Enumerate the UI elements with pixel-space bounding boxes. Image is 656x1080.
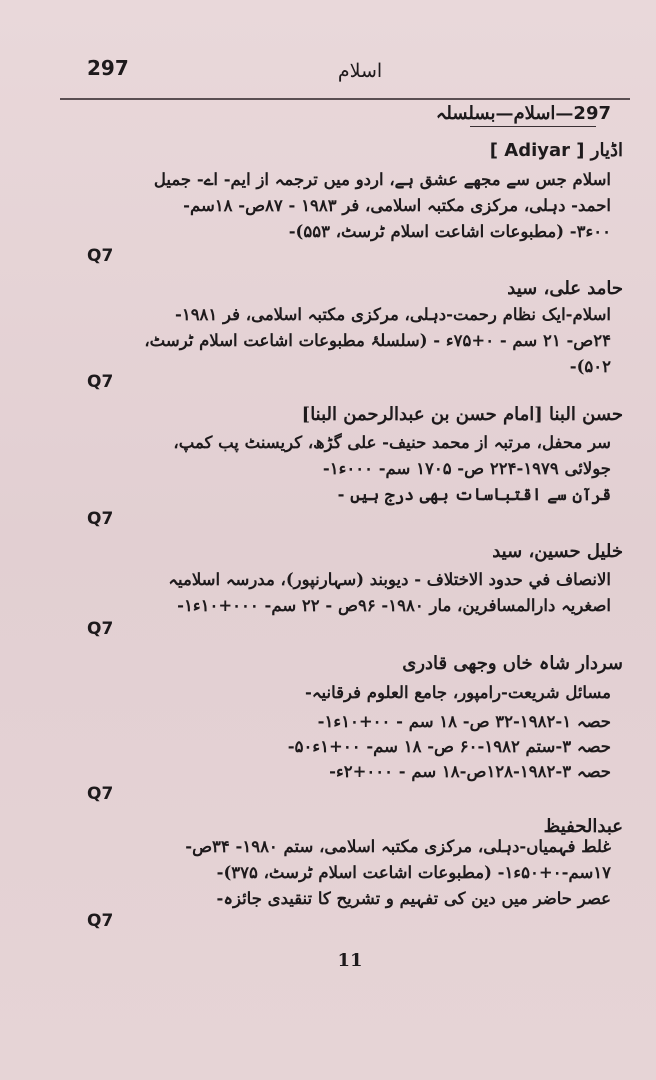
entry-line: حصہ ۳-ستم ۱۹۸۲-۶۰ ص- ۱۸ سم- ۰۰+۱ء۵۰- (287, 737, 611, 756)
author-latin: [ Adiyar ] (489, 140, 585, 161)
entry-author: حامد علی، سید (507, 278, 623, 299)
classification-code: Q7 (87, 911, 114, 931)
entry-line: احمد- دہلی، مرکزی مکتبہ اسلامی، فر ۱۹۸۳ - ۸۷ص- ۱۸سم- (183, 196, 611, 215)
entry-line: اسلام-ایک نظام رحمت-دہلی، مرکزی مکتبہ اسلامی، فر ۱۹۸۱- (174, 305, 611, 324)
heading-underline (470, 126, 596, 127)
entry-line: ۲۴ص- ۲۱ سم - ۰+۷۵ء - (سلسلۂ مطبوعات اشاعت اسلام ٹرسٹ، (144, 331, 611, 350)
entry-line: جولائی ۱۹۷۹-۲۲۴ ص- ۱۷۰۵ سم- ۰۰۰ء۱- (322, 459, 611, 478)
classification-code: Q7 (87, 619, 114, 639)
author-name: اڈیار (590, 140, 623, 161)
entry-line: ۱۷سم-۰+۵۰ء۱- (مطبوعات اشاعت اسلام ٹرسٹ، ۳۷۵)- (216, 863, 611, 882)
section-heading (436, 103, 611, 124)
entry-line: حصہ ۳-۱۹۸۲-۱۲۸ص-۱۸ سم - ۰۰۰+۲ء- (329, 762, 611, 781)
entry-line: عصر حاضر میں دین کی تفہیم و تشریح کا تنقیدی جائزہ- (216, 889, 611, 908)
entry-author (490, 140, 623, 161)
author-latin-text: Adiyar (504, 140, 571, 161)
entry-author: حسن البنا [امام حسن بن عبدالرحمن البنا] (301, 404, 623, 425)
entry-line: حصہ ۱-۱۹۸۲-۳۲ ص- ۱۸ سم - ۰۰+۱۰ء۱- (317, 712, 611, 731)
entry-line: الانصاف في حدود الاختلاف - دیوبند (سہارنپور)، مدرسہ اسلامیہ (168, 570, 611, 589)
running-header: اسلام (337, 60, 383, 82)
entry-line: سر محفل، مرتبہ از محمد حنیف- علی گڑھ، کریسنٹ پب کمپ، (173, 433, 611, 452)
classification-code: Q7 (87, 509, 114, 529)
section-number: 297 (573, 103, 611, 124)
entry-line: غلط فہمیاں-دہلی، مرکزی مکتبہ اسلامی، ستم ۱۹۸۰- ۳۴ص- (185, 837, 611, 856)
entry-line: ۰۰ء۳- (مطبوعات اشاعت اسلام ٹرسٹ، ۵۵۳)- (288, 222, 611, 241)
entry-author: سردار شاہ خاں وجھی قادری (402, 653, 623, 674)
entry-author: عبدالحفیظ (543, 816, 623, 837)
entry-line: مسائل شریعت-رامپور، جامع العلوم فرقانیہ- (305, 683, 611, 702)
entry-line: ۵۰۲)- (569, 357, 611, 376)
section-heading-text: —اسلام—بسلسلہ (435, 103, 574, 124)
entry-line: قرآن سے اقتباسات بھی درج ہیں - (337, 485, 611, 504)
page-number: 297 (87, 56, 129, 80)
classification-code: Q7 (87, 372, 114, 392)
footer-page-number: 11 (337, 950, 363, 971)
classification-code: Q7 (87, 246, 114, 266)
entry-line: اسلام جس سے مجھے عشق ہے، اردو میں ترجمہ از ایم- اے- جمیل (153, 170, 611, 189)
entry-author: خلیل حسین، سید (492, 541, 623, 562)
header-rule (60, 98, 630, 100)
entry-line: اصغریہ دارالمسافرین، مار ۱۹۸۰- ۹۶ص - ۲۲ سم- ۰۰۰+۱۰ء۱- (177, 596, 611, 615)
classification-code: Q7 (87, 784, 114, 804)
